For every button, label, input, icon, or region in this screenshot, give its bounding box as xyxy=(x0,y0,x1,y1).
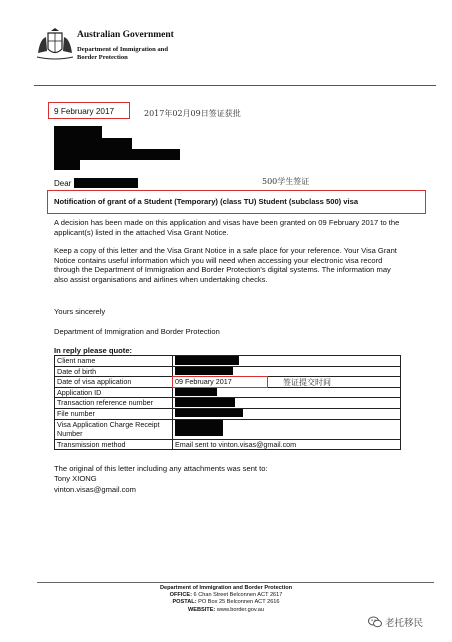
salutation: Dear xyxy=(54,179,72,188)
redacted-value xyxy=(175,420,223,436)
recipient-name: Tony XIONG xyxy=(54,474,97,484)
sent-to-intro: The original of this letter including any attachments was sent to: xyxy=(54,464,268,473)
redacted-value xyxy=(175,367,233,376)
row-value xyxy=(173,398,401,409)
table-row xyxy=(55,398,401,409)
row-label: Date of birth xyxy=(55,366,173,377)
footer xyxy=(0,585,452,614)
row-label: Transaction reference number xyxy=(55,398,173,409)
row-label: Client name xyxy=(55,356,173,367)
redacted-value xyxy=(175,356,239,365)
footer-divider xyxy=(37,582,434,583)
row-value xyxy=(173,419,401,439)
wechat-icon xyxy=(368,616,382,628)
row-value xyxy=(173,387,401,398)
date-annotation: 2017年02月09日签证获批 xyxy=(144,109,241,118)
header-divider xyxy=(34,85,436,86)
redacted-recipient-name xyxy=(74,178,138,188)
footer-website: WEBSITE: www.border.gov.au xyxy=(187,606,265,613)
recipient-email: vinton.visas@gmail.com xyxy=(54,484,136,494)
application-date-annotation: 签证提交时间 xyxy=(283,378,331,387)
application-date-highlight-box xyxy=(172,376,268,388)
redacted-address-line xyxy=(54,149,180,160)
coat-of-arms-icon xyxy=(34,27,76,63)
keep-copy-paragraph: Keep a copy of this letter and the Visa Grant Notice in a safe place for your reference. Your Visa Grant Notice contains useful information which you will need when accessing your electronic visa record through the Department of Immigration and Border Protection's digital systems. The information may also assist organisations and airlines when undertaking checks. xyxy=(54,246,397,285)
table-row xyxy=(55,408,401,419)
redacted-address-line xyxy=(54,160,80,170)
sent-to-block xyxy=(54,464,268,495)
row-label: File number xyxy=(55,408,173,419)
redacted-value xyxy=(175,388,217,397)
decision-paragraph: A decision has been made on this application and visas have been granted on 09 February 2017 to the applicant(s) listed in the attached Visa Grant Notice. xyxy=(54,218,400,237)
letter-date: 9 February 2017 xyxy=(54,107,115,116)
table-row xyxy=(55,419,401,439)
footer-department: Department of Immigration and Border Protection xyxy=(159,585,293,591)
row-label: Date of visa application xyxy=(55,377,173,388)
row-value xyxy=(173,356,401,367)
letter-subject: Notification of grant of a Student (Temporary) (class TU) Student (subclass 500) visa xyxy=(54,197,359,206)
signature: Department of Immigration and Border Protection xyxy=(54,327,220,336)
closing: Yours sincerely xyxy=(54,307,106,316)
footer-office: OFFICE: 6 Chan Street Belconnen ACT 2617 xyxy=(169,592,283,599)
department-name: Department of Immigration and Border Protection xyxy=(77,46,169,61)
row-value xyxy=(173,408,401,419)
watermark xyxy=(368,615,423,629)
row-value: Email sent to vinton.visas@gmail.com xyxy=(173,439,401,450)
government-name: Australian Government xyxy=(77,30,174,40)
redacted-value xyxy=(175,409,243,418)
redacted-address-line xyxy=(54,138,132,149)
redacted-value xyxy=(175,398,235,407)
table-row xyxy=(55,387,401,398)
row-label: Visa Application Charge Receipt Number xyxy=(55,419,173,439)
row-label: Transmission method xyxy=(55,439,173,450)
visa-annotation: 500学生签证 xyxy=(262,177,310,186)
footer-postal: POSTAL: PO Box 25 Belconnen ACT 2616 xyxy=(172,599,280,606)
table-row xyxy=(55,439,401,450)
row-label: Application ID xyxy=(55,387,173,398)
reference-table xyxy=(54,355,401,450)
table-row xyxy=(55,356,401,367)
row-value: 09 February 2017 xyxy=(173,377,401,388)
reply-title: In reply please quote: xyxy=(54,346,133,355)
watermark-text: 老托移民 xyxy=(385,618,424,629)
redacted-address-line xyxy=(54,126,102,138)
